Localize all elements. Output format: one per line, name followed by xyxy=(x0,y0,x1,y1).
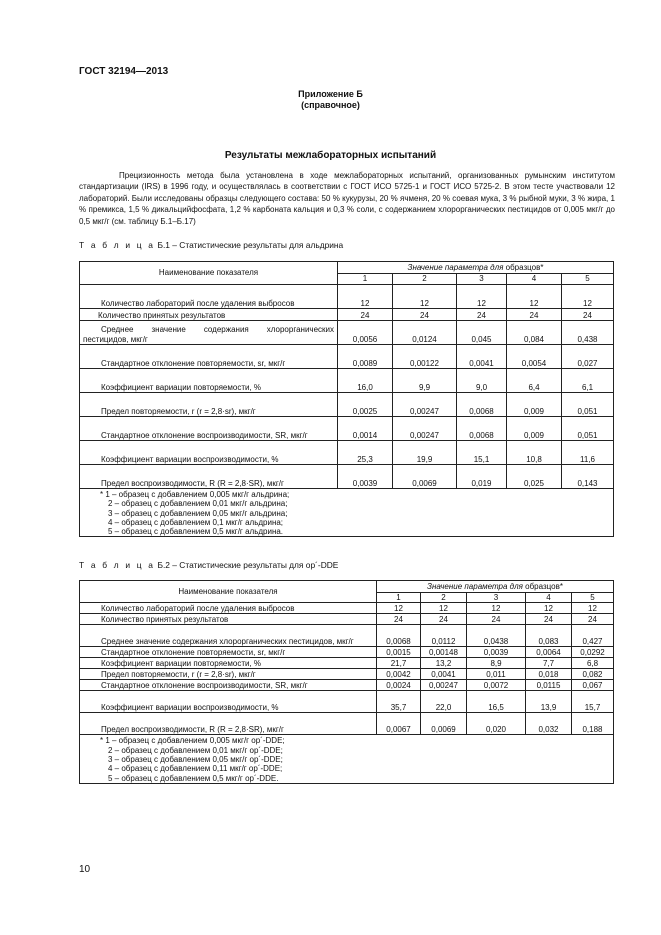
table1-cell-value: 24 xyxy=(393,309,457,321)
table1-caption-prefix: Т а б л и ц а xyxy=(79,240,156,250)
table2-cell-value: 0,020 xyxy=(467,713,526,735)
table2-cell-value: 0,0042 xyxy=(377,669,421,680)
table2-sample-number: 4 xyxy=(526,593,572,603)
table1-cell-value: 0,438 xyxy=(562,321,614,345)
table1-cell-value: 12 xyxy=(457,285,507,309)
table2-cell-value: 0,032 xyxy=(526,713,572,735)
table2-row-name: Стандартное отклонение повторяемости, sr, мкг/г xyxy=(80,647,377,658)
table2-cell-value: 0,0069 xyxy=(421,713,467,735)
table1-cell-value: 6,4 xyxy=(507,369,562,393)
table1-cell-value: 9,0 xyxy=(457,369,507,393)
table2-cell-value: 6,8 xyxy=(572,658,614,669)
appendix-title: Приложение Б xyxy=(298,89,363,99)
table-row xyxy=(80,647,614,658)
table1-group-header-tail: образцов* xyxy=(503,262,544,272)
table2-caption xyxy=(79,560,338,570)
table2-caption-text: Б.2 – Статистические результаты для ор´-DDE xyxy=(155,560,339,570)
table2-footnote-line: 4 – образец с добавлением 0,11 мкг/г ор´-DDE; xyxy=(108,764,283,774)
table-row xyxy=(80,309,614,321)
table2-cell-value: 0,0024 xyxy=(377,680,421,691)
table1-cell-value: 24 xyxy=(338,309,393,321)
table2-col-header: Наименование показателя xyxy=(80,581,377,603)
table1-footnote-line: 2 – образец с добавлением 0,01 мкг/г альдрина; xyxy=(108,499,288,509)
table1-cell-value: 24 xyxy=(507,309,562,321)
table1-cell-value: 0,0025 xyxy=(338,393,393,417)
table1-cell-value: 0,027 xyxy=(562,345,614,369)
table1-footnotes xyxy=(80,489,614,537)
table1-footnote-line: 4 – образец с добавлением 0,1 мкг/г альдрина; xyxy=(108,517,284,527)
table-row xyxy=(80,345,614,369)
table1-cell-value: 0,009 xyxy=(507,393,562,417)
table-row xyxy=(80,658,614,669)
table2-cell-value: 0,0067 xyxy=(377,713,421,735)
table2-group-header-italic: Значение параметра для xyxy=(427,581,523,591)
table2-cell-value: 0,011 xyxy=(467,669,526,680)
table1 xyxy=(79,261,614,537)
table2-sample-number: 1 xyxy=(377,593,421,603)
intro-paragraph xyxy=(79,170,615,227)
intro-paragraph-text: Прецизионность метода была установлена в ходе межлабораторных испытаний, организованных румынским институтом стандартизации (IRS) в 1996 году, и осуществлялась в соответствии с ГОСТ ИСО 5725-1 и ГОСТ ИСО 5725-2. В этом тесте участвовали 12 лабораторий. Были исследованы образцы следующего состава: 50 % кукурузы, 20 % ячменя, 20 % соевая мука, 3 % рыбной муки, 3 % жира, 1 % премикса, 1,5 % дикальцийфосфата, 1,2 % карбоната кальция и 0,3 % соли, с содержанием хлорорганических пестицидов от 0,005 мкг/г до 0,5 мкг/г (см. таблицу Б.1–Б.17) xyxy=(79,171,615,226)
table-row xyxy=(80,321,614,345)
table1-cell-value: 0,0014 xyxy=(338,417,393,441)
table1-cell-value: 0,0124 xyxy=(393,321,457,345)
table2-row-name: Предел повторяемости, r (r = 2,8·sr), мкг/г xyxy=(80,669,377,680)
table2-footnotes xyxy=(80,735,614,783)
table1-row-name: Стандартное отклонение воспроизводимости, SR, мкг/г xyxy=(80,417,338,441)
table2-row-name: Количество лабораторий после удаления выбросов xyxy=(80,603,377,614)
table2-cell-value: 0,00148 xyxy=(421,647,467,658)
table1-row-name: Предел воспроизводимости, R (R = 2,8·SR), мкг/г xyxy=(80,465,338,489)
table1-row-name: Коэффициент вариации повторяемости, % xyxy=(80,369,338,393)
table2-cell-value: 7,7 xyxy=(526,658,572,669)
table2-caption-prefix: Т а б л и ц а xyxy=(79,560,156,570)
table2-cell-value: 12 xyxy=(526,603,572,614)
table2-cell-value: 16,5 xyxy=(467,691,526,713)
table-row xyxy=(80,669,614,680)
table2-cell-value: 12 xyxy=(421,603,467,614)
table2-cell-value: 21,7 xyxy=(377,658,421,669)
table2-cell-value: 0,0112 xyxy=(421,625,467,647)
table1-col-header: Наименование показателя xyxy=(80,262,338,285)
table2-cell-value: 0,0072 xyxy=(467,680,526,691)
table1-row-name: Количество лабораторий после удаления выбросов xyxy=(80,285,338,309)
table1-cell-value: 0,051 xyxy=(562,417,614,441)
table2-cell-value: 35,7 xyxy=(377,691,421,713)
table1-cell-value: 0,0068 xyxy=(457,393,507,417)
table-row xyxy=(80,285,614,309)
section-title: Результаты межлабораторных испытаний xyxy=(224,150,437,161)
table1-cell-value: 12 xyxy=(507,285,562,309)
table2-cell-value: 24 xyxy=(377,614,421,625)
table2-cell-value: 12 xyxy=(377,603,421,614)
table1-row-name: Предел повторяемости, r (r = 2,8·sr), мкг/г xyxy=(80,393,338,417)
table-row xyxy=(80,603,614,614)
table2-cell-value: 0,0438 xyxy=(467,625,526,647)
table2-cell-value: 15,7 xyxy=(572,691,614,713)
table2-cell-value: 0,083 xyxy=(526,625,572,647)
table2-cell-value: 0,018 xyxy=(526,669,572,680)
table1-row-name: Количество принятых результатов xyxy=(80,309,338,321)
table1-cell-value: 0,00247 xyxy=(393,417,457,441)
table-row xyxy=(80,614,614,625)
table2-cell-value: 0,0041 xyxy=(421,669,467,680)
table1-cell-value: 6,1 xyxy=(562,369,614,393)
table2-group-header-tail: образцов* xyxy=(522,581,563,591)
table1-sample-number: 4 xyxy=(507,274,562,285)
table1-cell-value: 0,009 xyxy=(507,417,562,441)
table2-cell-value: 0,0068 xyxy=(377,625,421,647)
table-row xyxy=(80,625,614,647)
table1-row-name: Среднее значение содержания хлорорганических пестицидов, мкг/г xyxy=(80,321,338,345)
table-row xyxy=(80,713,614,735)
table2-sample-number: 2 xyxy=(421,593,467,603)
table1-cell-value: 0,00247 xyxy=(393,393,457,417)
table1-cell-value: 10,8 xyxy=(507,441,562,465)
table2-sample-number: 3 xyxy=(467,593,526,603)
table2-row-name: Количество принятых результатов xyxy=(80,614,377,625)
table2-row-name: Стандартное отклонение воспроизводимости, SR, мкг/г xyxy=(80,680,377,691)
table2-footnote-line: * 1 – образец с добавлением 0,005 мкг/г ор´-DDE; xyxy=(100,736,285,746)
table1-cell-value: 11,6 xyxy=(562,441,614,465)
table-row xyxy=(80,691,614,713)
table1-cell-value: 12 xyxy=(393,285,457,309)
table2-cell-value: 24 xyxy=(572,614,614,625)
table1-caption xyxy=(79,240,343,250)
table1-sample-number: 2 xyxy=(393,274,457,285)
table2-cell-value: 22,0 xyxy=(421,691,467,713)
table1-sample-number: 5 xyxy=(562,274,614,285)
table1-cell-value: 0,0068 xyxy=(457,417,507,441)
table1-cell-value: 0,0089 xyxy=(338,345,393,369)
table1-cell-value: 12 xyxy=(338,285,393,309)
table-row xyxy=(80,417,614,441)
table1-cell-value: 0,051 xyxy=(562,393,614,417)
table2-cell-value: 24 xyxy=(467,614,526,625)
document-code: ГОСТ 32194—2013 xyxy=(79,66,169,77)
table1-group-header-italic: Значение параметра для xyxy=(407,262,504,272)
table2-footnote-line: 5 – образец с добавлением 0,5 мкг/г ор´-DDE. xyxy=(108,773,279,783)
table2-cell-value: 0,067 xyxy=(572,680,614,691)
table1-cell-value: 0,025 xyxy=(507,465,562,489)
table1-sample-number: 1 xyxy=(338,274,393,285)
table2-cell-value: 0,00247 xyxy=(421,680,467,691)
table2-cell-value: 13,9 xyxy=(526,691,572,713)
table1-cell-value: 0,0069 xyxy=(393,465,457,489)
table2-row-name: Предел воспроизводимости, R (R = 2,8·SR), мкг/г xyxy=(80,713,377,735)
table1-row-name: Коэффициент вариации воспроизводимости, % xyxy=(80,441,338,465)
table2-cell-value: 24 xyxy=(526,614,572,625)
table2-cell-value: 13,2 xyxy=(421,658,467,669)
table1-cell-value: 0,00122 xyxy=(393,345,457,369)
table1-row-name: Стандартное отклонение повторяемости, sr, мкг/г xyxy=(80,345,338,369)
table2-row-name: Среднее значение содержания хлорорганических пестицидов, мкг/г xyxy=(80,625,377,647)
table-row xyxy=(80,441,614,465)
table1-caption-text: Б.1 – Статистические результаты для альдрина xyxy=(155,240,344,250)
table1-cell-value: 24 xyxy=(562,309,614,321)
table2-sample-number: 5 xyxy=(572,593,614,603)
table2-footnote-line: 2 – образец с добавлением 0,01 мкг/г ор´-DDE; xyxy=(108,745,283,755)
table1-group-header xyxy=(338,262,614,274)
table2-row-name: Коэффициент вариации воспроизводимости, % xyxy=(80,691,377,713)
table2-cell-value: 12 xyxy=(572,603,614,614)
table2-cell-value: 0,0015 xyxy=(377,647,421,658)
appendix-note: (справочное) xyxy=(301,100,360,110)
table1-cell-value: 24 xyxy=(457,309,507,321)
table1-cell-value: 15,1 xyxy=(457,441,507,465)
table2-cell-value: 0,427 xyxy=(572,625,614,647)
page-number: 10 xyxy=(79,864,91,875)
table-row xyxy=(80,369,614,393)
table1-footnote-line: 3 – образец с добавлением 0,05 мкг/г альдрина; xyxy=(108,508,288,518)
table1-cell-value: 0,0056 xyxy=(338,321,393,345)
table1-cell-value: 0,045 xyxy=(457,321,507,345)
table1-cell-value: 25,3 xyxy=(338,441,393,465)
table1-cell-value: 0,143 xyxy=(562,465,614,489)
table2-cell-value: 0,188 xyxy=(572,713,614,735)
table2-row-name: Коэффициент вариации повторяемости, % xyxy=(80,658,377,669)
table2-group-header xyxy=(377,581,614,593)
table-row xyxy=(80,680,614,691)
table1-cell-value: 0,019 xyxy=(457,465,507,489)
table1-cell-value: 16,0 xyxy=(338,369,393,393)
table2-cell-value: 0,0039 xyxy=(467,647,526,658)
table2-cell-value: 0,0064 xyxy=(526,647,572,658)
table2-cell-value: 0,0115 xyxy=(526,680,572,691)
table2-cell-value: 8,9 xyxy=(467,658,526,669)
table2-footnote-line: 3 – образец с добавлением 0,05 мкг/г ор´-DDE; xyxy=(108,755,283,764)
table1-cell-value: 0,084 xyxy=(507,321,562,345)
table1-footnote-line: 5 – образец с добавлением 0,5 мкг/г альдрина. xyxy=(108,527,284,537)
table2-cell-value: 0,082 xyxy=(572,669,614,680)
table1-cell-value: 19,9 xyxy=(393,441,457,465)
table-row xyxy=(80,393,614,417)
table1-footnote-line: * 1 – образец с добавлением 0,005 мкг/г альдрина; xyxy=(100,490,290,499)
table2 xyxy=(79,580,614,784)
table2-cell-value: 24 xyxy=(421,614,467,625)
table1-cell-value: 0,0039 xyxy=(338,465,393,489)
table1-cell-value: 0,0054 xyxy=(507,345,562,369)
table-row xyxy=(80,465,614,489)
table1-cell-value: 0,0041 xyxy=(457,345,507,369)
table2-cell-value: 0,0292 xyxy=(572,647,614,658)
table1-cell-value: 9,9 xyxy=(393,369,457,393)
table2-cell-value: 12 xyxy=(467,603,526,614)
table1-sample-number: 3 xyxy=(457,274,507,285)
table1-cell-value: 12 xyxy=(562,285,614,309)
